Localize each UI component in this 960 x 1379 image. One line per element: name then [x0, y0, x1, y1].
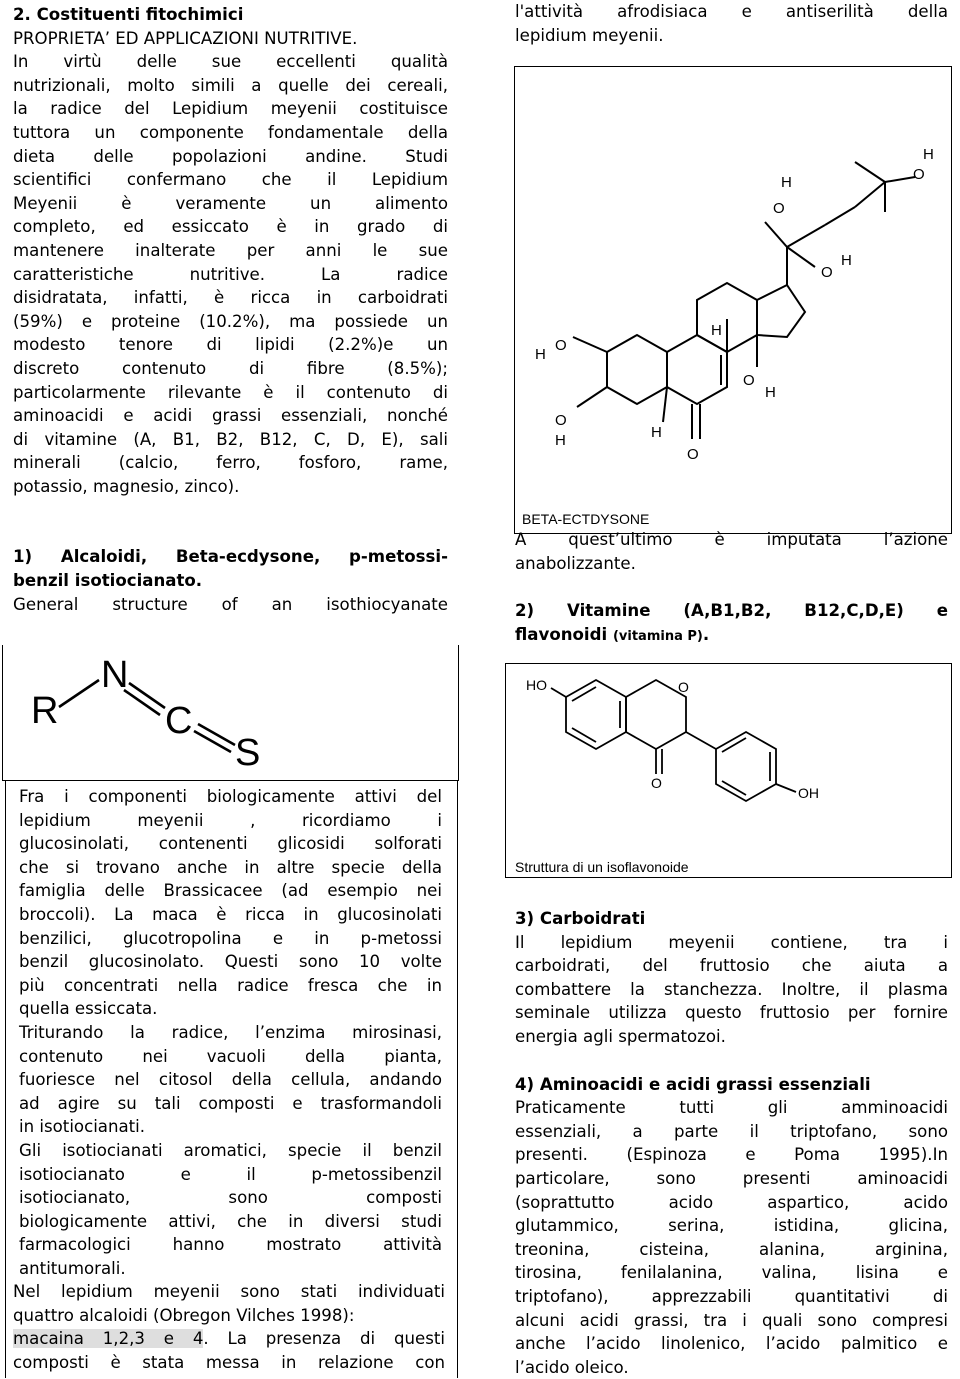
aminoacidi-line: alcuni acidi grassi, tra i quali sono compresi: [515, 1310, 948, 1330]
right-column-top: [515, 0, 948, 47]
intro-line: di vitamine (A, B1, B2, B12, C, D, E), sali: [13, 429, 448, 449]
maca-line: più concentrati nella radice fresca che in: [19, 975, 442, 995]
heading-vitamine-line2: [515, 623, 948, 649]
maca-line: benzil glucosinolato. Questi sono 10 volte: [19, 952, 442, 972]
maca-line: benzilici, glucotropolina e in p-metossi: [19, 928, 442, 948]
heading-flavonoidi: flavonoidi: [515, 624, 608, 644]
isoflavonoid-bonds: [551, 680, 796, 801]
steroid-bonds: [573, 162, 915, 439]
intro-line: dieta delle popolazioni andine. Studi: [13, 146, 448, 166]
aminoacidi-line: tirosina, fenilalanina, valina, lisina e: [515, 1263, 948, 1283]
carboidrati-line: carboidrati, del fruttosio che aiuta a: [515, 956, 948, 976]
atom-o: O: [555, 412, 567, 429]
carboidrati-line: Il lepidium meyenii contiene, tra i: [515, 932, 948, 952]
isothiocyanate-caption: General structure of an isothiocyanate: [13, 594, 448, 614]
maca-paragraph-1-last: quella essiccata.: [19, 999, 158, 1019]
right-top-last: lepidium meyenii.: [515, 25, 664, 45]
maca-paragraph-2-last: in isotiocianati.: [19, 1117, 146, 1137]
carboidrati-last: energia agli spermatozoi.: [515, 1026, 726, 1046]
aminoacidi-line: essenziali, a parte il triptofano, sono: [515, 1121, 948, 1141]
intro-last-line: potassio, magnesio, zinco).: [13, 476, 240, 496]
section-title: 2. Costituenti fitochimici: [13, 5, 244, 24]
aminoacidi-paragraph: [515, 1096, 948, 1356]
maca-line: Triturando la radice, l’enzima mirosinasi,: [19, 1022, 442, 1042]
atom-h: H: [923, 146, 934, 163]
carboidrati-line: seminale utilizza questo fruttosio per fornire: [515, 1003, 948, 1023]
maca-line: biologicamente attivi, che in diversi studi: [19, 1211, 442, 1231]
maca-line: ad agire su tali composti e trasformandoli: [19, 1093, 442, 1113]
isoflavonoid-caption: Struttura di un isoflavonoide: [515, 859, 689, 875]
beta-text-line: A quest’ultimo è imputata l’azione: [515, 530, 948, 549]
isothiocyanate-structure: [3, 645, 458, 780]
intro-line: scientifici confermano che il Lepidium: [13, 170, 448, 190]
intro-line: aminoacidi e acidi grassi essenziali, nonché: [13, 406, 448, 426]
atom-s: S: [235, 732, 261, 774]
maca-paragraph-1: [19, 785, 442, 997]
intro-line: particolarmente rilevante è il contenuto di: [13, 382, 448, 402]
atom-o-ring: O: [678, 679, 689, 695]
alcaloidi-line-3: [13, 1327, 445, 1351]
left-column: [13, 3, 448, 616]
intro-line: In virtù delle sue eccellenti qualità: [13, 52, 448, 72]
intro-line: tuttora un componente fondamentale della: [13, 122, 448, 142]
heading-vitamine: 2) Vitamine (A,B1,B2, B12,C,D,E) e: [515, 601, 948, 621]
alcaloidi-line-4: composti è stata messa in relazione con: [13, 1352, 445, 1372]
maca-line: che si trovano anche in altre specie della: [19, 857, 442, 877]
atom-r: R: [31, 690, 59, 732]
atom-o: O: [913, 166, 925, 183]
highlighted-macaina: macaina 1,2,3 e 4: [13, 1329, 204, 1349]
intro-line: minerali (calcio, ferro, fosforo, rame,: [13, 453, 448, 473]
steroid-atom-labels: [535, 146, 934, 463]
right-column-bottom: [515, 907, 948, 1379]
atom-o: O: [743, 372, 755, 389]
heading-vitamina-p: (vitamina P): [612, 628, 703, 644]
alcaloidi-paragraph: [13, 1280, 445, 1374]
heading-alcaloidi-line2: benzil isotiocianato.: [13, 571, 203, 591]
atom-oh: OH: [798, 785, 819, 801]
intro-paragraph: [13, 50, 448, 475]
aminoacidi-line: treonina, cisteina, alanina, arginina,: [515, 1239, 948, 1259]
aminoacidi-line: triptofano), apprezzabili quantitativi di: [515, 1286, 948, 1306]
atom-o: O: [555, 337, 567, 354]
intro-line: nutrizionali, molto simili a quelle dei cereali,: [13, 75, 448, 95]
aminoacidi-line: presenti. (Espinoza e Poma 1995).In: [515, 1145, 948, 1165]
section-subtitle: PROPRIETA’ ED APPLICAZIONI NUTRITIVE.: [13, 28, 358, 48]
atom-c: C: [165, 700, 193, 742]
isothiocyanate-bonds: [59, 680, 235, 752]
heading-aminoacidi: 4) Aminoacidi e acidi grassi essenziali: [515, 1074, 871, 1094]
maca-line: contenuto nei vacuoli della pianta,: [19, 1046, 442, 1066]
maca-paragraph-3-last: antitumorali.: [19, 1258, 126, 1278]
intro-line: Meyenii è veramente un alimento: [13, 193, 448, 213]
maca-line: farmacologici hanno mostrato attività: [19, 1235, 442, 1255]
isoflavonoid-structure: [506, 664, 951, 854]
maca-line: isotiocianato, sono composti: [19, 1188, 442, 1208]
heading-period: .: [702, 624, 710, 644]
alcaloidi-line-2: quattro alcaloidi (Obregon Vilches 1998):: [13, 1305, 355, 1325]
intro-line: disidratata, infatti, è ricca in carboidrati: [13, 288, 448, 308]
atom-n: N: [101, 654, 129, 696]
intro-line: completo, ed essiccato è in grado di: [13, 217, 448, 237]
intro-line: modesto tenore di lipidi (2.2%)e un: [13, 335, 448, 355]
alcaloidi-line-1: Nel lepidium meyenii sono stati individuati: [13, 1282, 445, 1301]
beta-ecdysone-caption: BETA-ECTDYSONE: [522, 511, 650, 527]
intro-line: (59%) e proteine (10.2%), ma possiede un: [13, 311, 448, 331]
aminoacidi-last: l’acido oleico.: [515, 1357, 629, 1377]
atom-o-ketone: O: [651, 775, 662, 791]
maca-line: fuoriesce nel citosol della cellula, andando: [19, 1070, 442, 1090]
atom-h: H: [651, 424, 662, 441]
atom-h: H: [711, 322, 722, 339]
aminoacidi-line: anche l’acido linolenico, l’acido palmitico e: [515, 1334, 948, 1354]
aminoacidi-line: (soprattutto acido aspartico, acido: [515, 1192, 948, 1212]
maca-line: broccoli). La maca è ricca in glucosinolati: [19, 904, 442, 924]
atom-h: H: [765, 384, 776, 401]
carboidrati-line: combattere la stanchezza. Inoltre, il plasma: [515, 979, 948, 999]
atom-o: O: [821, 264, 833, 281]
heading-alcaloidi-line1: 1) Alcaloidi, Beta-ecdysone, p-metossi-: [13, 547, 448, 567]
beta-text: [515, 528, 948, 648]
maca-line: famiglia delle Brassicacee (ad esempio nei: [19, 881, 442, 901]
maca-line: Gli isotiocianati aromatici, specie il benzil: [19, 1140, 442, 1160]
atom-h: H: [555, 432, 566, 449]
isoflavonoid-figure: [505, 663, 952, 878]
carboidrati-paragraph: [515, 931, 948, 1025]
beta-text-last: anabolizzante.: [515, 553, 636, 573]
atom-h: H: [781, 174, 792, 191]
maca-text: [19, 785, 442, 1280]
right-top-line: l'attività afrodisiaca e antiserilità della: [515, 2, 948, 21]
atom-h: H: [841, 252, 852, 269]
aminoacidi-line: Praticamente tutti gli amminoacidi: [515, 1098, 948, 1118]
intro-line: discreto contenuto di fibre (8.5%);: [13, 358, 448, 378]
atom-h: H: [535, 346, 546, 363]
isothiocyanate-figure: [2, 645, 459, 781]
alcaloidi-line-3-rest: . La presenza di questi: [203, 1329, 445, 1349]
intro-line: la radice del Lepidium meyenii costituisce: [13, 99, 448, 119]
atom-o: O: [773, 200, 785, 217]
intro-line: mantenere inalterate per anni le sue: [13, 240, 448, 260]
aminoacidi-line: glutammico, serina, istidina, glicina,: [515, 1216, 948, 1236]
beta-ecdysone-structure: [515, 67, 951, 533]
maca-paragraph-2: [19, 1021, 442, 1115]
intro-line: caratteristiche nutritive. La radice: [13, 264, 448, 284]
maca-line: isotiocianato e il p-metossibenzil: [19, 1164, 442, 1184]
maca-line: lepidium meyenii , ricordiamo i: [19, 810, 442, 830]
maca-line: glucosinolati, contenenti glicosidi solforati: [19, 834, 442, 854]
maca-line: Fra i componenti biologicamente attivi del: [19, 787, 442, 806]
maca-paragraph-3: [19, 1139, 442, 1257]
aminoacidi-line: particolare, sono presenti aminoacidi: [515, 1168, 948, 1188]
heading-carboidrati: 3) Carboidrati: [515, 909, 646, 928]
atom-ho: HO: [526, 677, 547, 693]
beta-ecdysone-figure: [514, 66, 952, 534]
atom-o: O: [687, 446, 699, 463]
